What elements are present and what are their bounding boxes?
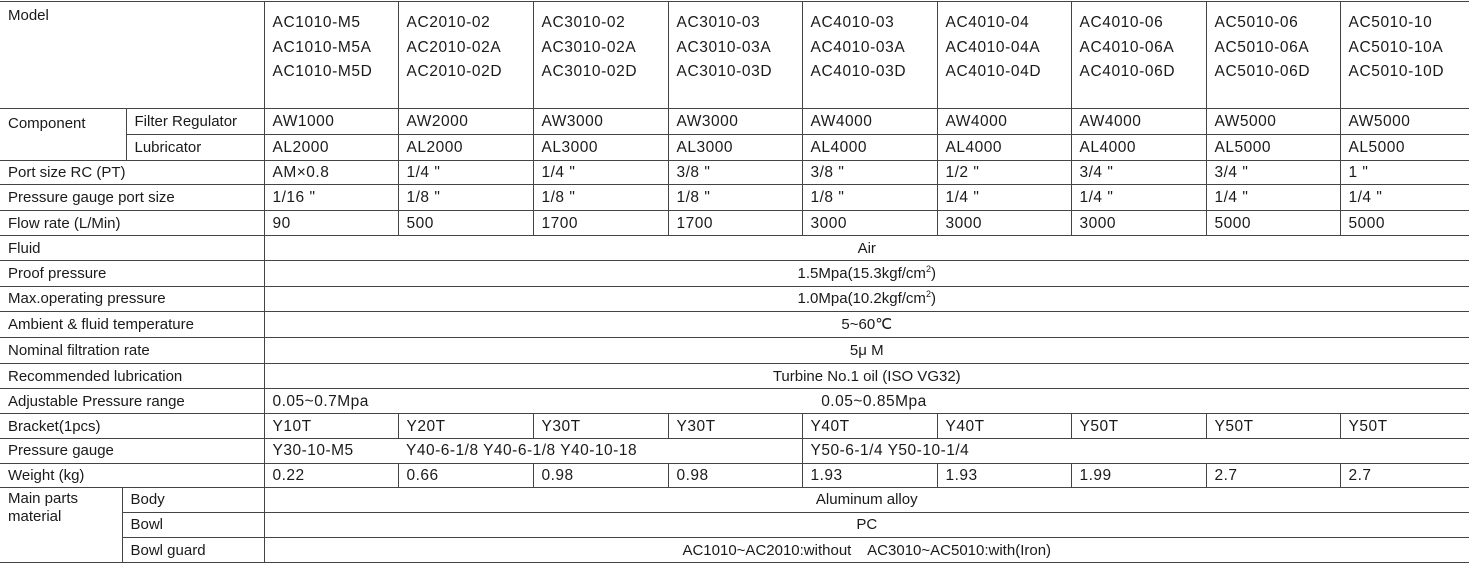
bracket-label: Bracket(1pcs) [0,414,264,439]
bracket-cell: Y30T [668,414,802,439]
flow-rate-cell: 5000 [1206,210,1340,236]
proof-pressure-value: $1.5Mpa(15.3kgf/cm^2)$ [264,260,1469,286]
body-label: Body [122,488,264,513]
adjustable-pressure-rest: 0.05~0.85Mpa [821,392,927,410]
flow-rate-cell: 500 [398,210,533,236]
weight-cell: 0.22 [264,463,398,488]
specification-table [0,1,1469,563]
body-row [0,488,1469,513]
gauge-port-cell: 1/8 " [802,185,937,211]
gauge-port-row [0,185,1469,211]
port-size-cell: 3/8 " [668,160,802,185]
filter-regulator-cell: AW3000 [668,109,802,135]
max-pressure-label: Max.operating pressure [0,286,264,312]
weight-label: Weight (kg) [0,463,264,488]
adjustable-pressure-first: 0.05~0.7Mpa [272,392,369,410]
gauge-port-cell: 1/8 " [398,185,533,211]
lubrication-row [0,364,1469,389]
bowl-guard-value: AC1010~AC2010:without AC3010~AC5010:with(Iron) [264,538,1469,563]
adjustable-pressure-label: Adjustable Pressure range [0,388,264,414]
lubricator-label: Lubricator [126,135,264,161]
fluid-row [0,236,1469,261]
fluid-value: Air [264,236,1469,261]
gauge-port-cell: 1/8 " [533,185,668,211]
gauge-port-cell: 1/16 " [264,185,398,211]
weight-cell: 0.66 [398,463,533,488]
gauge-port-cell: 1/4 " [1340,185,1469,211]
weight-row [0,463,1469,488]
port-size-row [0,160,1469,185]
port-size-cell: 3/4 " [1071,160,1206,185]
filter-regulator-cell: AW5000 [1206,109,1340,135]
filter-regulator-cell: AW2000 [398,109,533,135]
model-cell: AC5010-06 AC5010-06A AC5010-06D [1206,2,1340,109]
bracket-cell: Y20T [398,414,533,439]
lubrication-label: Recommended lubrication [0,364,264,389]
adjustable-pressure-value [264,388,1469,414]
flow-rate-label: Flow rate (L/Min) [0,210,264,236]
bracket-row [0,414,1469,439]
temperature-label: Ambient & fluid temperature [0,312,264,338]
lubricator-cell: AL2000 [398,135,533,161]
body-value: Aluminum alloy [264,488,1469,513]
model-cell: AC4010-04 AC4010-04A AC4010-04D [937,2,1071,109]
bowl-guard-row [0,538,1469,563]
weight-cell: 0.98 [533,463,668,488]
bracket-cell: Y40T [802,414,937,439]
flow-rate-cell: 3000 [802,210,937,236]
model-cell: AC3010-02 AC3010-02A AC3010-02D [533,2,668,109]
filtration-value: 5μ M [264,337,1469,364]
pressure-gauge-cell: Y50-6-1/4 Y50-10-1/4 [802,438,1469,463]
filter-regulator-cell: AW3000 [533,109,668,135]
flow-rate-cell: 90 [264,210,398,236]
lubricator-row [0,135,1469,161]
gauge-port-cell: 1/8 " [668,185,802,211]
proof-pressure-label: Proof pressure [0,260,264,286]
bracket-cell: Y30T [533,414,668,439]
model-cell: AC4010-06 AC4010-06A AC4010-06D [1071,2,1206,109]
weight-cell: 1.93 [937,463,1071,488]
filter-regulator-row [0,109,1469,135]
port-size-cell: 1/4 " [533,160,668,185]
gauge-port-cell: 1/4 " [1206,185,1340,211]
port-size-cell: 3/4 " [1206,160,1340,185]
bowl-guard-label: Bowl guard [122,538,264,563]
filtration-label: Nominal filtration rate [0,337,264,364]
bracket-cell: Y40T [937,414,1071,439]
filtration-row [0,337,1469,364]
bracket-cell: Y50T [1340,414,1469,439]
component-label: Component [0,109,126,160]
model-cell: AC2010-02 AC2010-02A AC2010-02D [398,2,533,109]
lubrication-value: Turbine No.1 oil (ISO VG32) [264,364,1469,389]
model-row [0,2,1469,109]
bracket-cell: Y50T [1206,414,1340,439]
flow-rate-row [0,210,1469,236]
bowl-value: PC [264,512,1469,538]
port-size-cell: 1/4 " [398,160,533,185]
flow-rate-cell: 3000 [937,210,1071,236]
gauge-port-label: Pressure gauge port size [0,185,264,211]
port-size-cell: 1 " [1340,160,1469,185]
lubricator-cell: AL5000 [1340,135,1469,161]
port-size-cell: 1/2 " [937,160,1071,185]
lubricator-cell: AL4000 [937,135,1071,161]
port-size-cell: AM×0.8 [264,160,398,185]
model-cell: AC4010-03 AC4010-03A AC4010-03D [802,2,937,109]
proof-pressure-row [0,260,1469,286]
weight-cell: 2.7 [1206,463,1340,488]
weight-cell: 0.98 [668,463,802,488]
model-cell: AC5010-10 AC5010-10A AC5010-10D [1340,2,1469,109]
flow-rate-cell: 5000 [1340,210,1469,236]
bracket-cell: Y10T [264,414,398,439]
weight-cell: 2.7 [1340,463,1469,488]
lubricator-cell: AL4000 [1071,135,1206,161]
port-size-label: Port size RC (PT) [0,160,264,185]
bowl-row [0,512,1469,538]
flow-rate-cell: 1700 [668,210,802,236]
lubricator-cell: AL3000 [668,135,802,161]
lubricator-cell: AL3000 [533,135,668,161]
port-size-cell: 3/8 " [802,160,937,185]
filter-regulator-cell: AW4000 [1071,109,1206,135]
fluid-label: Fluid [0,236,264,261]
flow-rate-cell: 3000 [1071,210,1206,236]
filter-regulator-cell: AW4000 [802,109,937,135]
model-label: Model [0,2,264,109]
gauge-port-cell: 1/4 " [1071,185,1206,211]
temperature-value: 5~60℃ [264,312,1469,338]
weight-cell: 1.93 [802,463,937,488]
pressure-gauge-label: Pressure gauge [0,438,264,463]
temperature-row [0,312,1469,338]
gauge-port-cell: 1/4 " [937,185,1071,211]
bowl-label: Bowl [122,512,264,538]
model-cell: AC3010-03 AC3010-03A AC3010-03D [668,2,802,109]
pressure-gauge-row [0,438,1469,463]
bracket-cell: Y50T [1071,414,1206,439]
max-pressure-row [0,286,1469,312]
pressure-gauge-cell: Y40-6-1/8 Y40-6-1/8 Y40-10-18 [398,438,802,463]
model-cell: AC1010-M5 AC1010-M5A AC1010-M5D [264,2,398,109]
filter-regulator-label: Filter Regulator [126,109,264,135]
filter-regulator-cell: AW4000 [937,109,1071,135]
lubricator-cell: AL5000 [1206,135,1340,161]
weight-cell: 1.99 [1071,463,1206,488]
filter-regulator-cell: AW5000 [1340,109,1469,135]
lubricator-cell: AL2000 [264,135,398,161]
filter-regulator-cell: AW1000 [264,109,398,135]
flow-rate-cell: 1700 [533,210,668,236]
adjustable-pressure-row [0,388,1469,414]
max-pressure-value: $1.0Mpa(10.2kgf/cm^2)$ [264,286,1469,312]
pressure-gauge-cell: Y30-10-M5 [264,438,398,463]
lubricator-cell: AL4000 [802,135,937,161]
main-parts-label: Main parts material [0,488,122,563]
